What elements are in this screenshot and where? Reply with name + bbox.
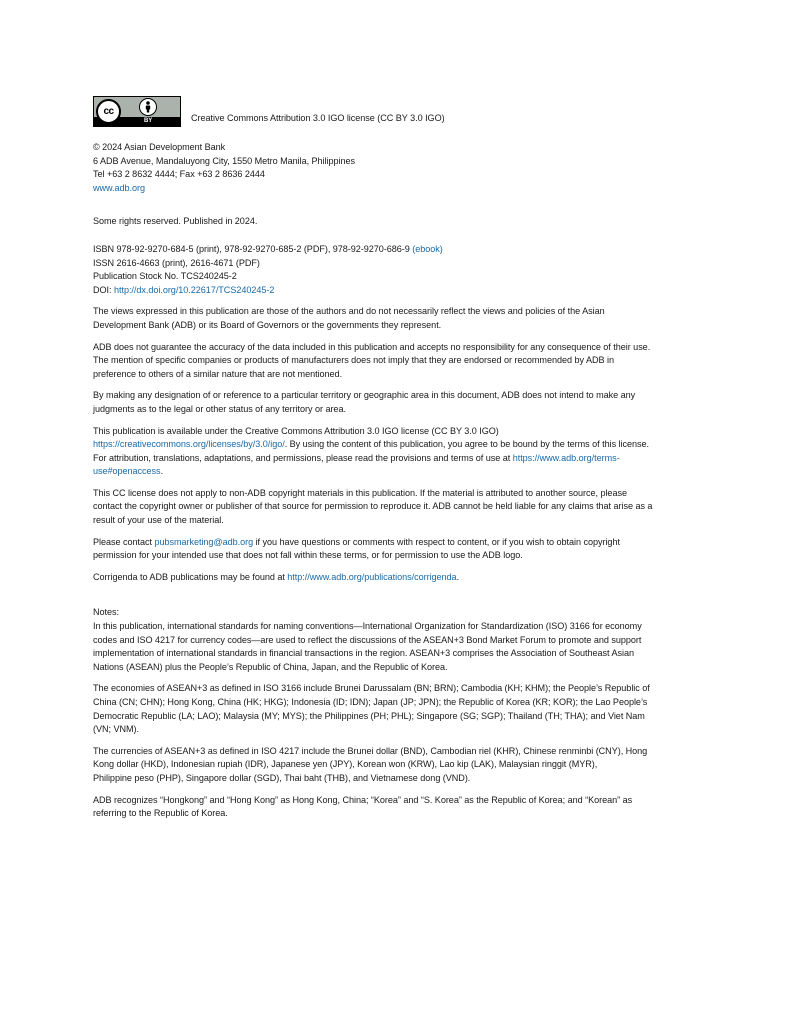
contact-line-2: permission for your intended use that does not fall within these terms, or for permission to use the ADB logo. (93, 550, 523, 561)
cc-license-link[interactable]: https://creativecommons.org/licenses/by/3.0/igo/ (93, 439, 285, 450)
notes-heading: Notes: (93, 607, 119, 618)
availability-paragraph (93, 425, 699, 479)
availability-line-2-text: . By using the content of this publication, you agree to be bound by the terms of this license. (284, 439, 649, 450)
publisher-phone: Tel +63 2 8632 4444; Fax +63 2 8636 2444 (93, 169, 265, 180)
publisher-block (93, 141, 699, 195)
notes-standards (93, 606, 699, 674)
contact-line-1 (93, 536, 699, 550)
license-row (93, 95, 699, 127)
issn-line: ISSN 2616-4663 (print), 2616-4671 (PDF) (93, 257, 260, 268)
cc-scope-line-2: contact the copyright owner or publisher of that source for permission to reproduce it. ADB cannot be held liable for any claims that arise as a (93, 501, 653, 512)
availability-line-4-text: . (160, 466, 164, 477)
isbn-line (93, 243, 699, 257)
doi-line (93, 284, 699, 298)
notes-currencies (93, 745, 699, 786)
availability-line-3-text: For attribution, translations, adaptations, and permissions, please read the provisions and terms of use at (93, 452, 513, 463)
cc-scope-line-1: This CC license does not apply to non-ADB copyright materials in this publication. If the material is attributed to another source, please (93, 487, 627, 498)
license-caption: Creative Commons Attribution 3.0 IGO license (CC BY 3.0 IGO) (191, 113, 445, 124)
currencies-line-1: The currencies of ASEAN+3 as defined in ISO 4217 include the Brunei dollar (BND), Cambodian riel (KHR), Chinese renminbi (CNY), Hong (93, 745, 648, 756)
standards-line-2: codes and ISO 4217 for currency codes—are used to reflect the discussions of the ASEAN+3 Bond Market Forum to promote and support (93, 634, 642, 645)
accuracy-line-3: preference to others of a similar nature that are not mentioned. (93, 368, 343, 379)
cc-scope-paragraph (93, 487, 699, 528)
corrigenda-prefix: Corrigenda to ADB publications may be found at (93, 571, 288, 582)
contact-suffix: if you have questions or comments with respect to content, or if you wish to obtain copyright (253, 536, 620, 547)
currencies-line-2: Kong dollar (HKD), Indonesian rupiah (IDR), Japanese yen (JPY), Korean won (KRW), Lao kip (LAK), Malaysian ringgit (MYR), (93, 759, 598, 770)
notes-economies (93, 682, 699, 736)
naming-line-1: ADB recognizes “Hongkong” and “Hong Kong” as Hong Kong, China; “Korea” and “S. Korea” as the Republic of Korea; and “Korean” as (93, 794, 633, 805)
isbn-ebook: (ebook) (412, 243, 443, 254)
currencies-line-3: Philippine peso (PHP), Singapore dollar (SGD), Thai baht (THB), and Vietnamese dong (VND). (93, 772, 471, 783)
terms-of-use-link[interactable]: https://www.adb.org/terms- (512, 452, 620, 463)
availability-line-3 (93, 452, 699, 466)
corrigenda-suffix: . (456, 571, 460, 582)
copyright-line: © 2024 Asian Development Bank (93, 142, 226, 152)
copyright-page (93, 95, 699, 829)
cc-by-license-badge (93, 96, 181, 127)
cc-icon (96, 99, 121, 124)
views-disclaimer (93, 305, 699, 332)
availability-line-1: This publication is available under the Creative Commons Attribution 3.0 IGO license (CC BY 3.0 IGO) (93, 425, 499, 436)
corrigenda-paragraph (93, 571, 699, 585)
standards-line-4: Nations (ASEAN) plus the People’s Republic of China, Japan, and the Republic of Korea. (93, 661, 448, 672)
attribution-person-icon (139, 98, 157, 116)
publisher-address: 6 ADB Avenue, Mandaluyong City, 1550 Metro Manila, Philippines (93, 155, 355, 166)
doi-link[interactable]: http://dx.doi.org/10.22617/TCS240245-2 (113, 284, 275, 295)
territory-disclaimer (93, 389, 699, 416)
availability-line-2 (93, 438, 699, 452)
economies-line-2: China (CN; CHN); Hong Kong, China (HK; HKG); Indonesia (ID; IDN); Japan (JP; JPN); the Republic of Korea (KR; KOR); the Lao People’s (93, 697, 648, 707)
economies-line-1: The economies of ASEAN+3 as defined in ISO 3166 include Brunei Darussalam (BN; BRN); Cambodia (KH; KHM); the People’s Republic of (93, 683, 650, 694)
standards-line-3: implementation of international standards in financial transactions in the region. ASEAN+3 comprises the Association of Southeast Asian (93, 648, 634, 659)
identifiers-block (93, 243, 699, 297)
contact-prefix: Please contact (93, 536, 155, 547)
accuracy-line-2: The mention of specific companies or products of manufacturers does not imply that they are endorsed or recommended by ADB in (93, 355, 614, 366)
stock-number-line: Publication Stock No. TCS240245-2 (93, 271, 237, 282)
views-line-1: The views expressed in this publication are those of the authors and do not necessarily reflect the views and policies of the Asian (93, 306, 605, 317)
terms-of-use-link-continued[interactable]: use#openaccess (93, 466, 161, 477)
cc-scope-line-3: result of your use of the material. (93, 515, 224, 526)
availability-line-4 (93, 465, 699, 479)
views-line-2: Development Bank (ADB) or its Board of Governors or the governments they represent. (93, 319, 442, 330)
accuracy-disclaimer (93, 341, 699, 382)
corrigenda-link[interactable]: http://www.adb.org/publications/corrigenda (287, 571, 457, 582)
economies-line-3: Democratic Republic (LA; LAO); Malaysia (MY; MYS); the Philippines (PH; PHL); Singapore (SG; SGP); Thailand (TH; THA); and Viet Nam (93, 710, 645, 721)
economies-line-4: (VN; VNM). (93, 724, 139, 735)
cc-icon-label: cc (103, 105, 114, 117)
doi-label: DOI: (93, 284, 114, 295)
territory-line-1: By making any designation of or reference to a particular territory or geographic area in this document, ADB does not intend to make any (93, 390, 636, 401)
naming-line-2: referring to the Republic of Korea. (93, 808, 228, 819)
rights-statement: Some rights reserved. Published in 2024. (93, 216, 258, 227)
contact-paragraph (93, 536, 699, 563)
isbn-text: ISBN 978-92-9270-684-5 (print), 978-92-9270-685-2 (PDF), 978-92-9270-686-9 (93, 243, 413, 254)
standards-line-1: In this publication, international standards for naming conventions—International Organization for Standardization (ISO) 3166 for economy (93, 621, 642, 632)
pubsmarketing-email-link[interactable]: pubsmarketing@adb.org (154, 536, 254, 547)
notes-naming (93, 794, 699, 821)
adb-website-link[interactable]: www.adb.org (93, 182, 146, 193)
territory-line-2: judgments as to the legal or other status of any territory or area. (93, 403, 346, 414)
badge-by-label: BY (144, 118, 153, 124)
accuracy-line-1: ADB does not guarantee the accuracy of the data included in this publication and accepts no responsibility for any consequence of their use. (93, 341, 651, 352)
